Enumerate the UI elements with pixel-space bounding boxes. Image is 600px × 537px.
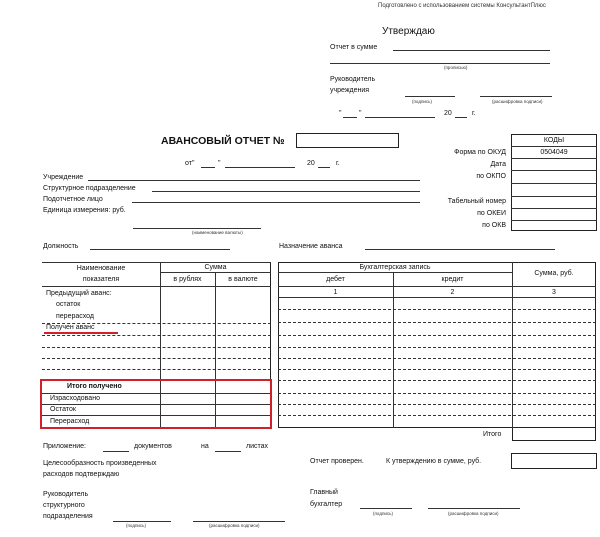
head-signature-decode-line[interactable] (480, 96, 552, 97)
position-label: Должность (43, 243, 79, 250)
row-total-received: Итого получено (67, 383, 122, 390)
approve-date-day[interactable] (343, 117, 357, 118)
total-sum-cell[interactable] (512, 428, 596, 441)
on-label: на (201, 443, 209, 450)
head-signature-caption: (подпись) (412, 99, 433, 104)
approve-date-quote-close: " (359, 110, 362, 117)
head-label-1: Руководитель (330, 76, 376, 83)
report-number-input[interactable] (296, 133, 399, 148)
attachment-label: Приложение: (43, 443, 87, 450)
total-label: Итого (483, 431, 502, 438)
footer-head-label-3: подразделения (43, 513, 93, 520)
left-row-line (42, 347, 271, 348)
purpose-label: Назначение аванса (279, 243, 343, 250)
codes-divider (511, 170, 597, 171)
unit-label: Единица измерения: руб. (43, 207, 126, 214)
currency-field[interactable] (133, 228, 261, 229)
approve-sum-input[interactable] (511, 453, 597, 469)
sheets-count-field[interactable] (215, 451, 241, 452)
row-overspend-prev: перерасход (56, 313, 95, 320)
division-field[interactable] (152, 191, 420, 192)
title-date-from: от" (185, 160, 195, 167)
codes-divider (511, 183, 597, 184)
col-num-2: 2 (450, 289, 455, 296)
accounting-header: Бухгалтерская запись (359, 264, 431, 271)
chief-label-1: Главный (310, 489, 338, 496)
chief-signature-caption: (подпись) (373, 511, 394, 516)
row-prev-advance: Предыдущий аванс: (46, 290, 112, 297)
title-date-quote: " (218, 160, 221, 167)
head-signature-line[interactable] (405, 96, 455, 97)
left-row-line (42, 369, 271, 370)
codes-header: КОДЫ (543, 137, 565, 144)
approve-year-prefix: 20 (444, 110, 452, 117)
left-table-top (42, 262, 271, 263)
row-overspend: Перерасход (50, 418, 90, 425)
left-header-bottom (42, 286, 271, 287)
row-received-advance: Получен аванс (46, 324, 95, 331)
currency-caption: (наименование валюты) (192, 230, 243, 235)
report-sum-line-2[interactable] (330, 63, 550, 64)
approve-sum-label: К утверждению в сумме, руб. (386, 458, 482, 465)
right-row-line (278, 347, 596, 348)
approve-title: Утверждаю (382, 26, 435, 37)
right-row-line (278, 380, 596, 381)
codes-divider (511, 146, 597, 147)
col-cur: в валюте (228, 276, 258, 283)
col-sum: Сумма (204, 264, 227, 271)
row-balance: Остаток (50, 406, 76, 413)
okei-label: по ОКЕИ (477, 210, 506, 217)
institution-label: Учреждение (43, 174, 84, 181)
chief-decode-line[interactable] (428, 508, 520, 509)
footer-head-decode-line[interactable] (193, 521, 285, 522)
okv-label: по ОКВ (482, 222, 506, 229)
head-label-2: учреждения (330, 87, 370, 94)
codes-divider (511, 208, 597, 209)
okud-value: 0504049 (540, 149, 568, 156)
person-label: Подотчетное лицо (43, 196, 103, 203)
right-acc-divider (278, 272, 512, 273)
row-spent: Израсходовано (50, 395, 100, 402)
approve-date-month[interactable] (365, 117, 435, 118)
person-field[interactable] (132, 202, 420, 203)
col-rub: в рублях (173, 276, 202, 283)
source-note: Подготовлено с использованием системы КонсультантПлюс (378, 3, 546, 9)
red-underline-received (44, 332, 118, 334)
report-sum-label: Отчет в сумме (330, 44, 378, 51)
right-row-line (278, 404, 596, 405)
codes-divider (511, 196, 597, 197)
in-words-caption: (прописью) (444, 65, 468, 70)
footer-head-label-1: Руководитель (43, 491, 89, 498)
report-sum-line[interactable] (393, 50, 550, 51)
right-row-line (278, 369, 596, 370)
approve-year-suffix: г. (472, 110, 476, 117)
report-title: АВАНСОВЫЙ ОТЧЕТ № (161, 135, 285, 147)
right-row-line (278, 415, 596, 416)
col-name-2: показателя (82, 276, 120, 283)
approve-date-quote-open: " (339, 110, 342, 117)
expedience-label-1: Целесообразность произведенных (43, 460, 157, 467)
red-highlight-totals (40, 379, 272, 429)
codes-divider (511, 220, 597, 221)
chief-decode-caption: (расшифровка подписи) (448, 511, 499, 516)
documents-count-field[interactable] (103, 451, 129, 452)
col-num-1: 1 (333, 289, 338, 296)
title-date-day[interactable] (201, 167, 215, 168)
right-row-line (278, 393, 596, 394)
left-sum-divider (160, 272, 271, 273)
title-year-suffix: г. (336, 160, 340, 167)
codes-divider (511, 158, 597, 159)
credit-header: кредит (441, 276, 464, 283)
footer-head-signature-caption: (подпись) (126, 523, 147, 528)
right-num-bottom (278, 297, 596, 298)
purpose-field[interactable] (365, 249, 555, 250)
right-row-line (278, 322, 596, 323)
title-year-field[interactable] (318, 167, 330, 168)
okud-label: Форма по ОКУД (454, 149, 506, 156)
footer-head-decode-caption: (расшифровка подписи) (209, 523, 260, 528)
date-label: Дата (490, 161, 506, 168)
footer-head-label-2: структурного (43, 502, 85, 509)
footer-head-signature-line[interactable] (113, 521, 171, 522)
head-signature-decode-caption: (расшифровка подписи) (492, 99, 543, 104)
expedience-label-2: расходов подтверждаю (43, 471, 120, 478)
col-name-1: Наименование (76, 265, 126, 272)
tab-number-label: Табельный номер (447, 198, 506, 205)
right-row-line (278, 309, 596, 310)
chief-signature-line[interactable] (360, 508, 412, 509)
sheets-label: листах (246, 443, 269, 450)
row-balance-prev: остаток (56, 301, 81, 308)
right-header-bottom (278, 286, 596, 287)
right-row-line (278, 358, 596, 359)
left-row-line (42, 335, 271, 336)
debit-header: дебет (326, 276, 345, 283)
approve-year-field[interactable] (455, 117, 467, 118)
checked-label: Отчет проверен. (310, 458, 364, 465)
documents-label: документов (134, 443, 172, 450)
left-row-line (42, 358, 271, 359)
title-date-month[interactable] (225, 167, 295, 168)
chief-label-2: бухгалтер (310, 501, 343, 508)
sum-rub-header: Сумма, руб. (534, 270, 574, 277)
institution-field[interactable] (88, 180, 420, 181)
division-label: Структурное подразделение (43, 185, 136, 192)
okpo-label: по ОКПО (476, 173, 506, 180)
right-row-line (278, 335, 596, 336)
position-field[interactable] (90, 249, 230, 250)
title-year-prefix: 20 (307, 160, 315, 167)
col-num-3: 3 (552, 289, 556, 296)
